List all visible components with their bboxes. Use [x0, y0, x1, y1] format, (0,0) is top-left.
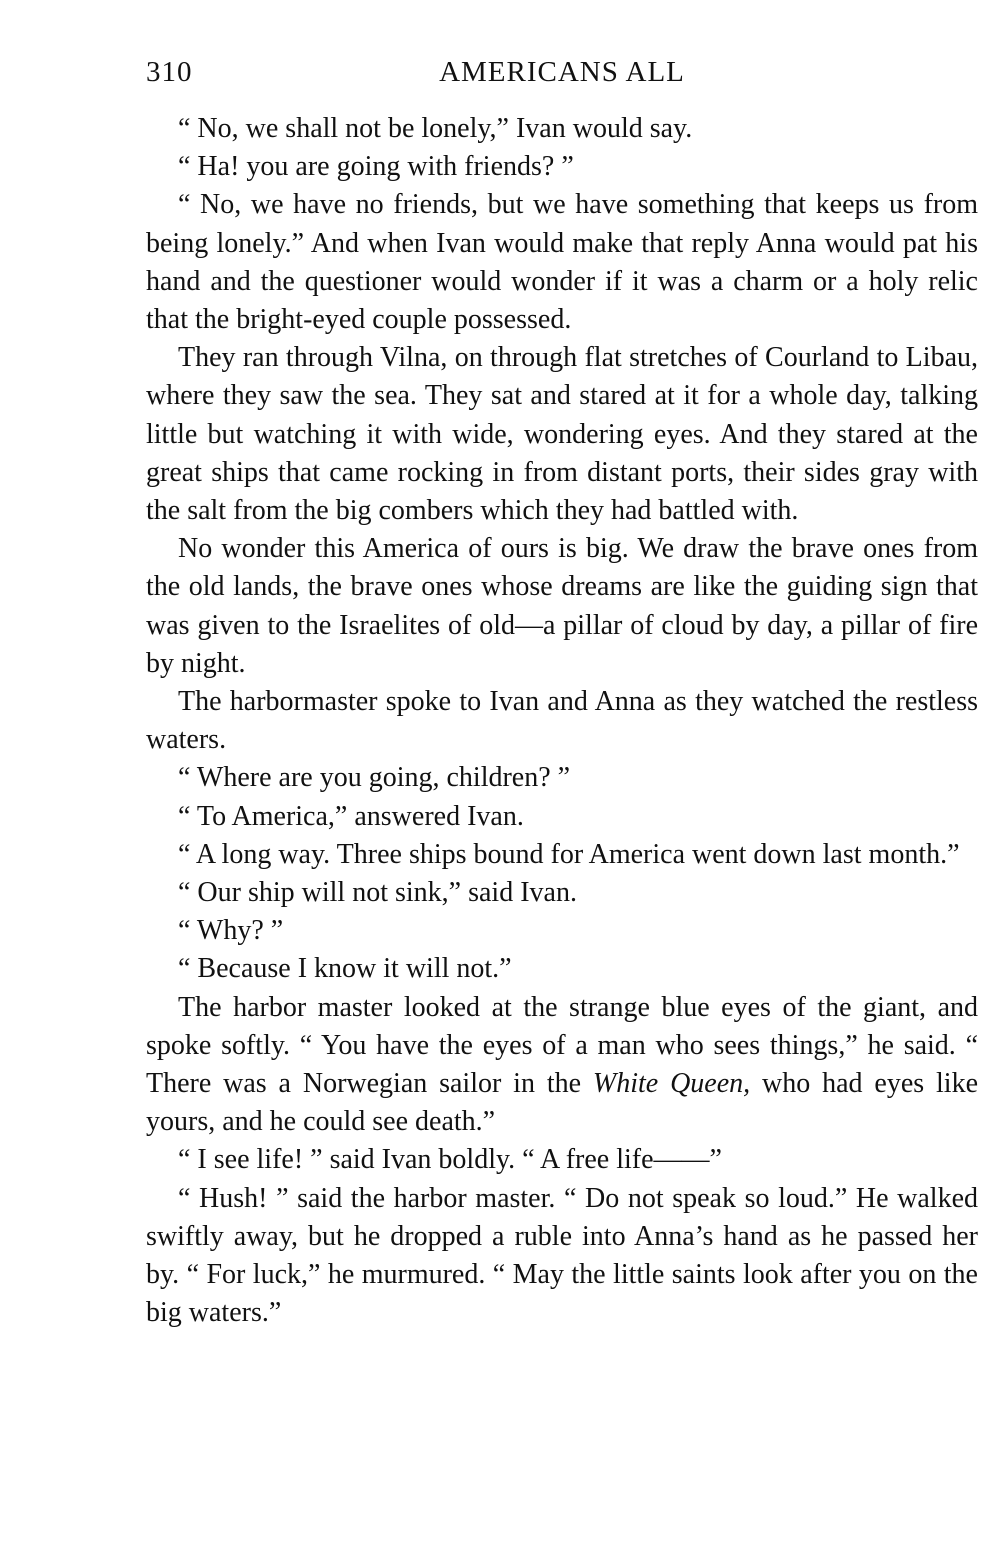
paragraph-12: “ Because I know it will not.” — [178, 953, 512, 985]
paragraph-13 — [146, 989, 978, 1142]
paragraph-10: “ Our ship will not sink,” said Ivan. — [178, 877, 577, 909]
body-text — [146, 110, 978, 1333]
paragraph-3: “ No, we have no friends, but we have something that keeps us from being lonely.” And when Ivan would make that reply Anna would pat his hand and the questioner would wonder if it was a charm or a holy relic that the bright-eyed couple possessed. — [146, 189, 978, 336]
paragraph-1: “ No, we shall not be lonely,” Ivan would say. — [178, 113, 693, 144]
paragraph-13-text-end: who had eyes like yours, and he could see death.” — [146, 1068, 978, 1138]
ship-name: White Queen, — [592, 1068, 751, 1100]
paragraph-14: “ I see life! ” said Ivan boldly. “ A free life——” — [178, 1144, 722, 1176]
page-number: 310 — [146, 56, 193, 88]
paragraph-5: No wonder this America of ours is big. We draw the brave ones from the old lands, the brave ones whose dreams are like the guiding sign that was given to the Israelites of old—a pillar of cloud by day, a pillar of fire by night. — [146, 533, 978, 679]
running-title: AMERICANS ALL — [439, 56, 685, 88]
paragraph-9: “ A long way. Three ships bound for America went down last month.” — [178, 838, 960, 870]
paragraph-4: They ran through Vilna, on through flat stretches of Courland to Libau, where they saw the sea. They sat and stared at it for a whole day, talking little but watching it with wide, wondering eyes. And they stared at the great ships that came rocking in from distant ports, their sides gray with the salt from the big combers which they had battled with. — [146, 342, 978, 527]
paragraph-15: “ Hush! ” said the harbor master. “ Do not speak so loud.” He walked swiftly away, but he dropped a ruble into Anna’s hand as he passed her by. “ For luck,” he murmured. “ May the little saints look after you on the big waters.” — [146, 1182, 978, 1329]
paragraph-13-text-start: The harbor master looked at the strange blue eyes of the giant, and spoke softly. “ You have the eyes of a man who sees things,” he said. “ There was a Norwegian sailor in the — [146, 991, 978, 1100]
paragraph-6: The harbormaster spoke to Ivan and Anna as they watched the restless waters. — [146, 686, 978, 756]
paragraph-11: “ Why? ” — [178, 915, 284, 947]
paragraph-8: “ To America,” answered Ivan. — [178, 800, 524, 832]
paragraph-2: “ Ha! you are going with friends? ” — [178, 151, 574, 183]
paragraph-7: “ Where are you going, children? ” — [178, 762, 571, 794]
running-head — [146, 50, 978, 94]
